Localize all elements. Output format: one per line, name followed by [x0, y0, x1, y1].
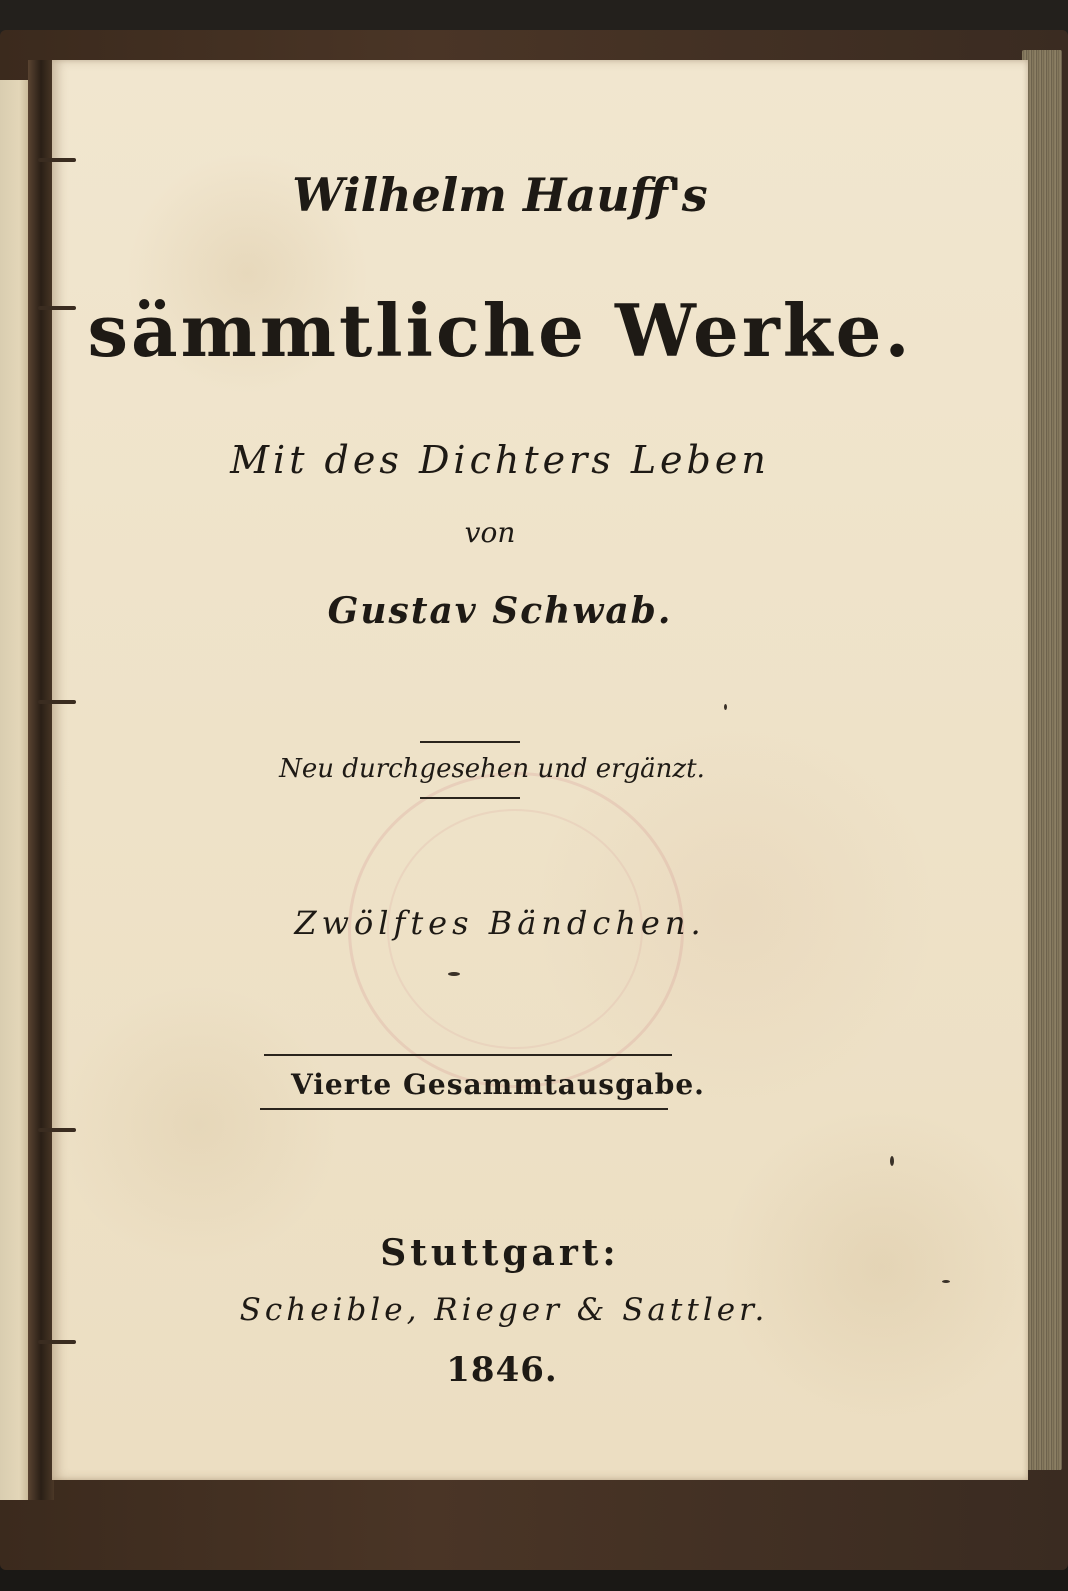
revised-note: Neu durchgesehen und ergänzt.: [279, 754, 705, 784]
binding-stitch: [38, 1128, 76, 1132]
paper-speck: [942, 1280, 950, 1283]
work-title: sämmtliche Werke.: [87, 288, 913, 373]
by-word: von: [464, 516, 516, 549]
rule-below-edition: [260, 1108, 668, 1110]
paper-speck: [724, 704, 727, 710]
work-subtitle: Mit des Dichters Leben: [230, 438, 770, 482]
binding-stitch: [38, 306, 76, 310]
rule-above-revised: [420, 741, 520, 743]
author-name: Wilhelm Hauff's: [292, 168, 708, 222]
paper-speck: [448, 972, 460, 976]
binding-stitch: [38, 700, 76, 704]
publication-place: Stuttgart:: [380, 1232, 620, 1274]
page-block-edge: [1022, 50, 1062, 1470]
paper-speck: [890, 1156, 894, 1166]
binding-stitch: [38, 158, 76, 162]
binding-stitch: [38, 1340, 76, 1344]
publication-year: 1846.: [446, 1350, 558, 1390]
edition-label: Vierte Gesammtausgabe.: [291, 1068, 705, 1101]
publisher-name: Scheible, Rieger & Sattler.: [239, 1292, 769, 1328]
rule-below-revised: [420, 797, 520, 799]
title-page: [52, 60, 1028, 1480]
volume-label: Zwölftes Bändchen.: [294, 904, 706, 942]
rule-above-edition: [264, 1054, 672, 1056]
editor-name: Gustav Schwab.: [327, 590, 673, 632]
